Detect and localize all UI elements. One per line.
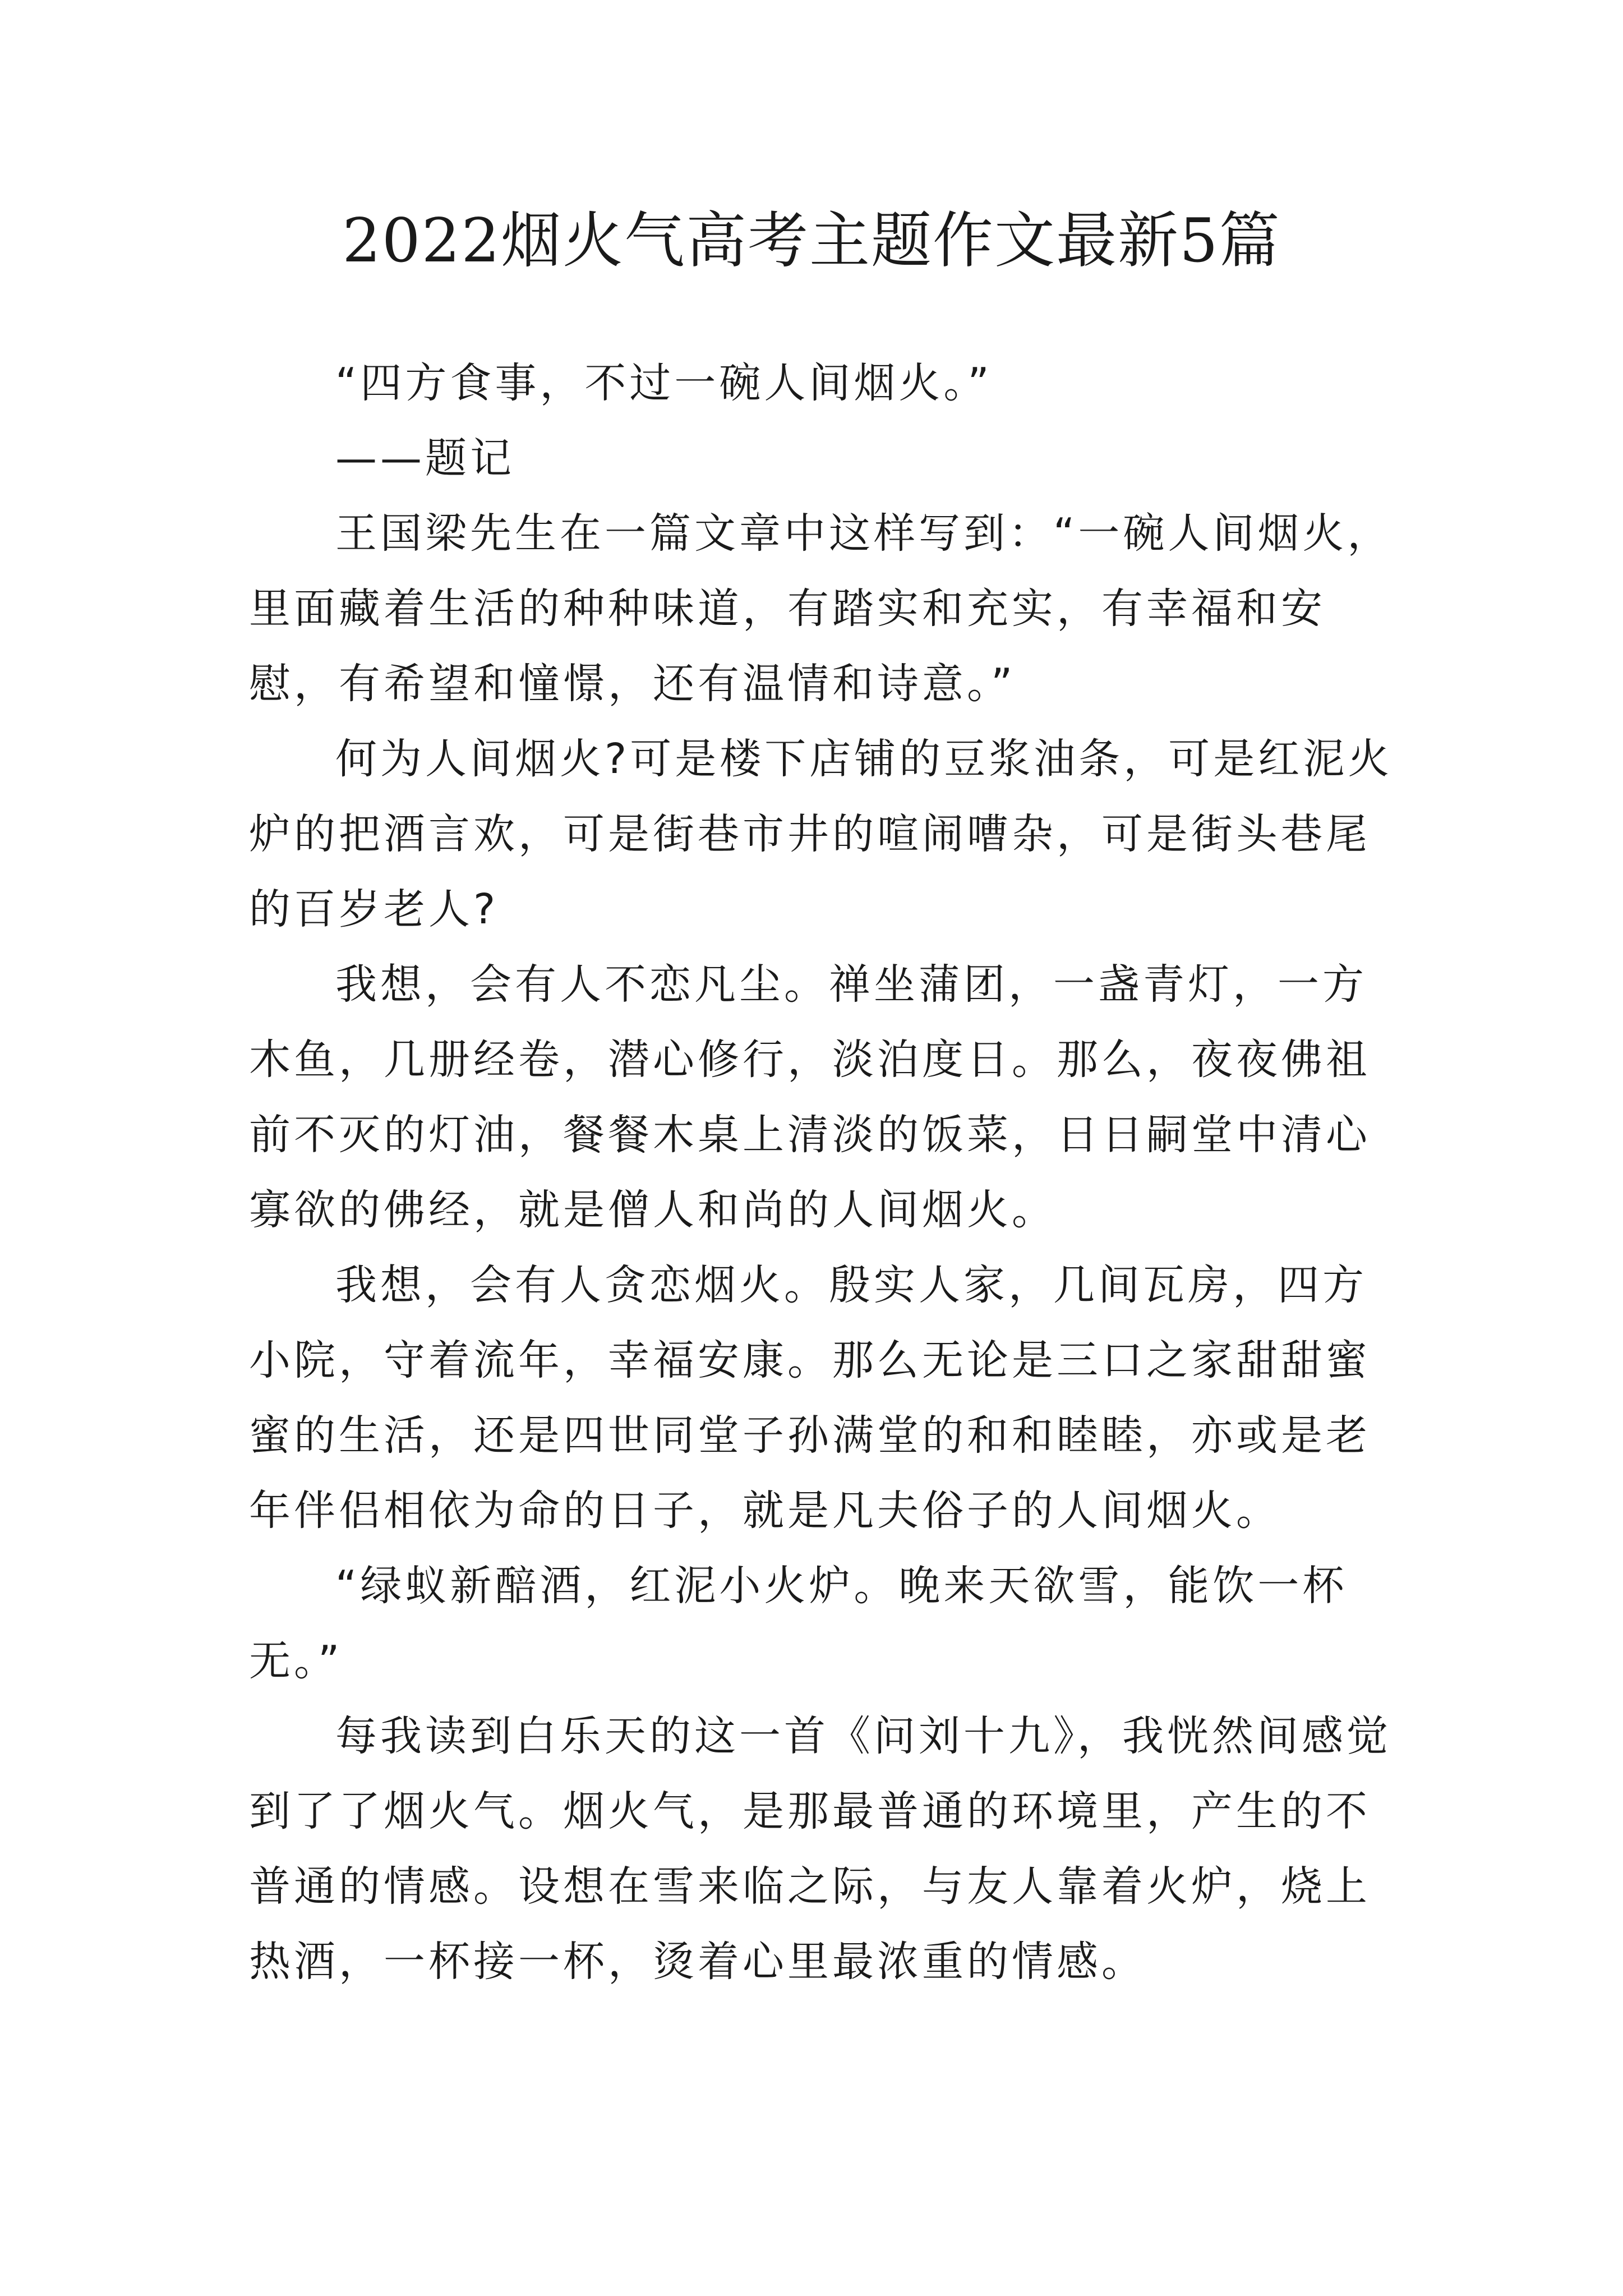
document-body xyxy=(249,346,1404,1999)
paragraph-5: 每我读到白乐天的这一首《问刘十九》，我恍然间感觉到了了烟火气。烟火气，是那最普通的环境里，产生的不普通的情感。设想在雪来临之际，与友人靠着火炉，烧上热酒，一杯接一杯，烫着心里最浓重的情感。 xyxy=(249,1712,1391,1986)
paragraph-poem-quote: “绿蚁新醅酒，红泥小火炉。晚来天欲雪，能饮一杯无。” xyxy=(249,1562,1348,1685)
paragraph-3: 我想，会有人不恋凡尘。禅坐蒲团，一盏青灯，一方木鱼，几册经卷，潜心修行，淡泊度日。那么，夜夜佛祖前不灭的灯油，餐餐木桌上清淡的饭菜，日日嗣堂中清心寡欲的佛经，就是僧人和尚的人间烟火。 xyxy=(249,960,1371,1234)
paragraph-epigraph-quote: “四方食事，不过一碗人间烟火。” xyxy=(335,359,993,407)
document-title: 2022烟火气高考主题作文最新5篇 xyxy=(342,206,1281,276)
paragraph-4: 我想，会有人贪恋烟火。殷实人家，几间瓦房，四方小院，守着流年，幸福安康。那么无论是三口之家甜甜蜜蜜的生活，还是四世同堂子孙满堂的和和睦睦，亦或是老年伴侣相依为命的日子，就是凡夫俗子的人间烟火。 xyxy=(249,1261,1371,1535)
paragraph-1: 王国梁先生在一篇文章中这样写到：“一碗人间烟火，里面藏着生活的种种味道，有踏实和充实，有幸福和安慰，有希望和憧憬，还有温情和诗意。” xyxy=(249,509,1393,708)
paragraph-2: 何为人间烟火?可是楼下店铺的豆浆油条，可是红泥火炉的把酒言欢，可是街巷市井的喧闹嘈杂，可是街头巷尾的百岁老人? xyxy=(249,735,1393,933)
paragraph-epigraph-attribution: ——题记 xyxy=(335,434,515,482)
